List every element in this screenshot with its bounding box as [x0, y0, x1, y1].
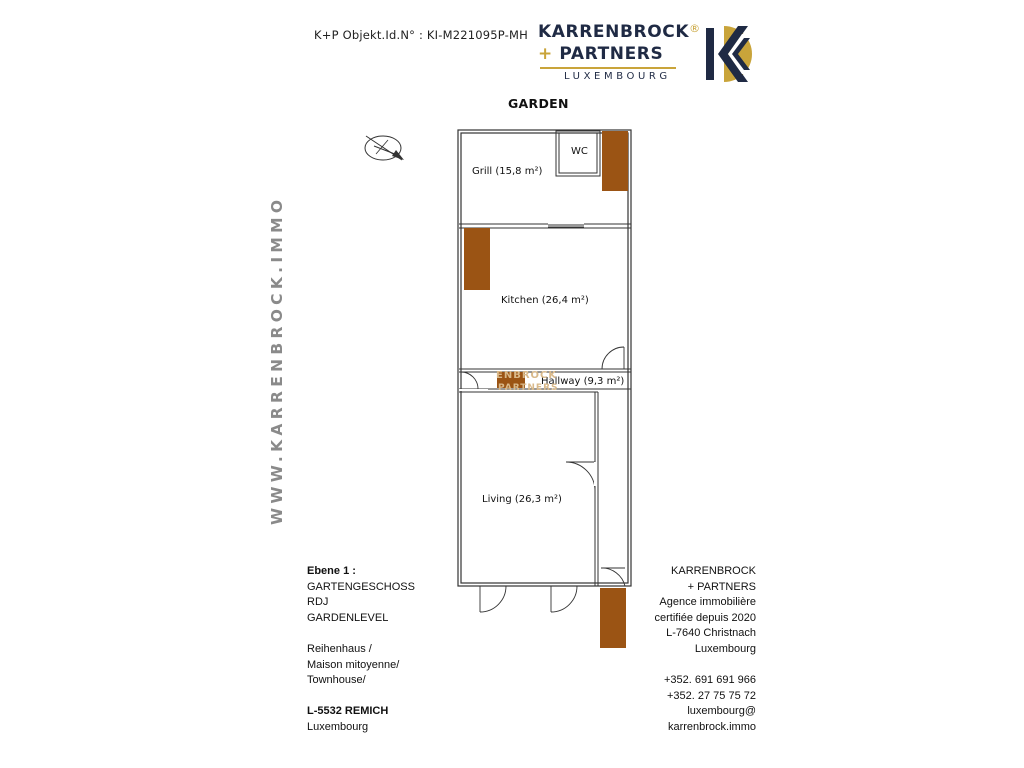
- object-id: K+P Objekt.Id.N° : KI-M221095P-MH: [314, 28, 529, 42]
- agency-info: [616, 564, 756, 736]
- postal-city: L-5532 REMICH: [307, 705, 389, 718]
- logo-wordmark-line1: [538, 22, 701, 42]
- level-name-de: GARTENGESCHOSS: [307, 580, 415, 593]
- property-type-fr: Maison mitoyenne/: [307, 658, 400, 671]
- compass-icon: [362, 132, 408, 166]
- agency-phone-2: +352. 27 75 75 72: [667, 689, 756, 702]
- room-label-living: Living (26,3 m²): [482, 494, 562, 505]
- spacer: [307, 626, 457, 642]
- agency-phone-1: +352. 691 691 966: [663, 674, 756, 687]
- registered-mark: ®: [689, 22, 701, 35]
- property-type-en: Townhouse/: [307, 674, 366, 687]
- level-heading: Ebene 1 :: [307, 565, 356, 577]
- logo-luxembourg: LUXEMBOURG: [564, 71, 671, 82]
- room-label-grill: Grill (15,8 m²): [472, 166, 543, 177]
- property-info: [307, 564, 457, 736]
- logo-plus: +: [538, 44, 553, 64]
- spacer: [616, 658, 756, 674]
- property-type-de: Reihenhaus /: [307, 642, 372, 655]
- agency-email-line2: karrenbrock.immo: [667, 720, 756, 733]
- room-label-kitchen: Kitchen (26,4 m²): [501, 295, 589, 306]
- agency-country: Luxembourg: [694, 642, 756, 655]
- level-name-en: GARDENLEVEL: [307, 611, 389, 624]
- agency-address: L-7640 Christnach: [666, 627, 756, 640]
- level-name-fr: RDJ: [307, 596, 329, 609]
- agency-email-line1: luxembourg@: [687, 705, 756, 718]
- agency-name-line2: + PARTNERS: [687, 580, 756, 593]
- kp-logo-icon: [694, 24, 760, 84]
- room-label-wc: WC: [571, 146, 588, 157]
- agency-desc-line2: certifiée depuis 2020: [654, 611, 756, 624]
- website-watermark: WWW.KARRENBROCK.IMMO: [268, 195, 286, 525]
- plan-watermark-line1: ENBROCK: [496, 370, 558, 381]
- logo-wordmark-line2: [538, 44, 663, 64]
- logo-karrenbrock: KARRENBROCK: [538, 22, 690, 42]
- garden-title: GARDEN: [508, 96, 569, 111]
- logo-partners: PARTNERS: [559, 44, 664, 64]
- logo-gold-rule: [540, 67, 676, 69]
- agency-name-line1: KARRENBROCK: [671, 565, 756, 577]
- plan-watermark-line2: PARTNERS: [498, 383, 559, 393]
- spacer: [307, 689, 457, 705]
- agency-desc-line1: Agence immobilière: [659, 596, 756, 609]
- room-label-hallway: Hallway (9,3 m²): [541, 376, 625, 387]
- property-country: Luxembourg: [307, 720, 369, 733]
